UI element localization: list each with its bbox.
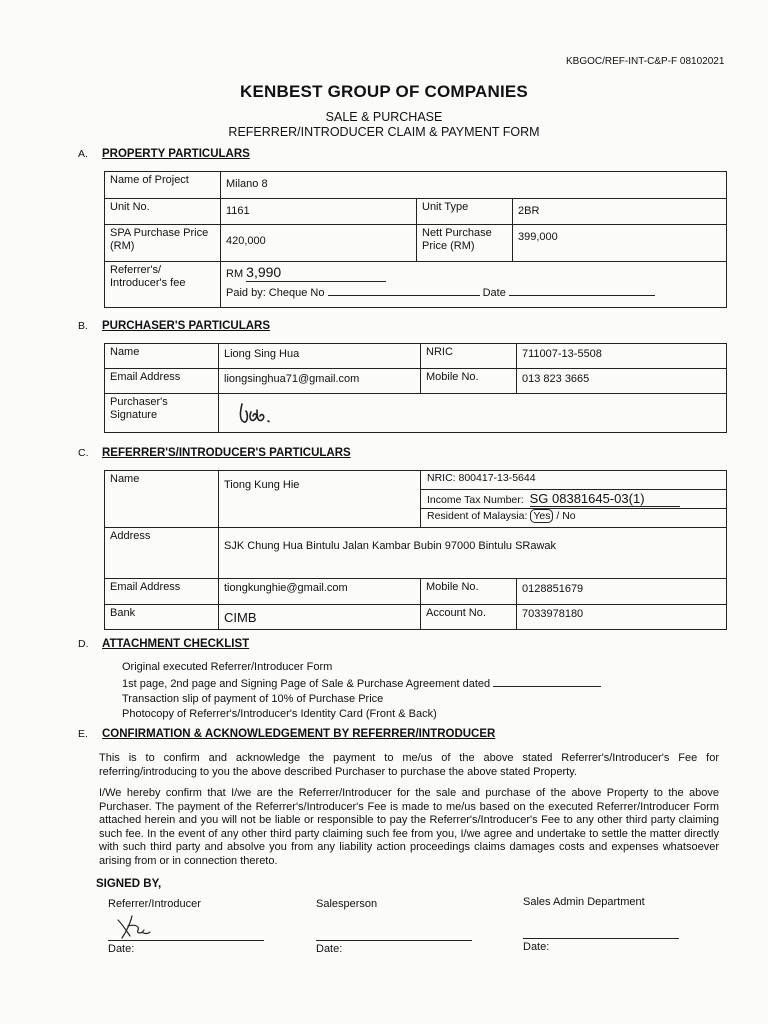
- section-c-letter: C.: [78, 447, 89, 459]
- fee-amount-line: [226, 264, 721, 283]
- section-e-title: CONFIRMATION & ACKNOWLEDGEMENT BY REFERRER/INTRODUCER: [102, 728, 496, 740]
- section-b-heading: [78, 320, 270, 332]
- referrer-sign-block: [108, 898, 266, 955]
- referrer-email-value[interactable]: tiongkunghie@gmail.com: [219, 579, 421, 605]
- admin-date-label: Date:: [523, 941, 550, 953]
- salesperson-sign-line[interactable]: [316, 940, 472, 941]
- account-no-value[interactable]: 7033978180: [517, 605, 727, 630]
- admin-sign-line[interactable]: [523, 938, 679, 939]
- purchaser-name-value[interactable]: Liong Sing Hua: [219, 344, 421, 369]
- referrer-nric[interactable]: NRIC: 800417-13-5644: [421, 471, 726, 490]
- checklist-item[interactable]: Photocopy of Referrer's/Introducer's Identity Card (Front & Back): [122, 708, 437, 720]
- referrer-name-value[interactable]: Tiong Kung Hie: [219, 471, 421, 528]
- unit-no-label: Unit No.: [105, 199, 221, 225]
- referrer-table: [104, 470, 727, 630]
- purchaser-nric-value[interactable]: 711007-13-5508: [517, 344, 727, 369]
- purchaser-email-label: Email Address: [105, 369, 219, 394]
- section-a-title: PROPERTY PARTICULARS: [102, 148, 250, 160]
- purchaser-signature-mark: [224, 396, 284, 430]
- tax-number-value[interactable]: SG 08381645-03(1): [530, 491, 680, 507]
- company-title: KENBEST GROUP OF COMPANIES: [240, 82, 528, 101]
- project-label: Name of Project: [105, 172, 221, 199]
- spa-date-field[interactable]: [493, 675, 601, 687]
- purchaser-mobile-label: Mobile No.: [421, 369, 517, 394]
- fee-amount[interactable]: 3,990: [246, 264, 386, 282]
- purchaser-name-label: Name: [105, 344, 219, 369]
- attachment-checklist: [122, 660, 682, 722]
- checklist-item[interactable]: Transaction slip of payment of 10% of Purchase Price: [122, 693, 384, 705]
- form-subtitle-2: REFERRER/INTRODUCER CLAIM & PAYMENT FORM: [228, 125, 540, 139]
- cheque-no-field[interactable]: [328, 283, 480, 296]
- purchaser-mobile-value[interactable]: 013 823 3665: [517, 369, 727, 394]
- salesperson-sign-label: Salesperson: [316, 898, 378, 910]
- checklist-item[interactable]: Original executed Referrer/Introducer Form: [122, 661, 333, 673]
- unit-no-value[interactable]: 1161: [221, 199, 417, 225]
- account-no-label: Account No.: [421, 605, 517, 630]
- referrer-signature-mark: [112, 910, 162, 940]
- section-b-title: PURCHASER'S PARTICULARS: [102, 320, 271, 332]
- tax-number-label: Income Tax Number:: [427, 494, 524, 506]
- referrer-name-label: Name: [105, 471, 219, 528]
- confirmation-paragraph-1: This is to confirm and acknowledge the payment to me/us of the above stated Referrer's/Introducer's Fee for referring/introducing to you the above described Purchaser to purchase the above stated Property.: [99, 752, 719, 778]
- project-value[interactable]: Milano 8: [221, 172, 727, 199]
- referrer-date-label: Date:: [108, 943, 135, 955]
- section-c-title: REFERRER'S/INTRODUCER'S PARTICULARS: [102, 447, 351, 459]
- paid-by-label: Paid by: Cheque No: [226, 287, 325, 299]
- admin-sign-label: Sales Admin Department: [523, 896, 645, 908]
- purchaser-signature-field[interactable]: [219, 394, 727, 433]
- bank-value[interactable]: CIMB: [219, 605, 421, 630]
- salesperson-date-label: Date:: [316, 943, 343, 955]
- form-subtitle-1: SALE & PURCHASE: [325, 110, 443, 124]
- resident-row: [421, 509, 726, 527]
- salesperson-sign-block: [316, 898, 476, 955]
- referrer-address-label: Address: [105, 528, 219, 579]
- fee-currency: RM: [226, 268, 244, 280]
- admin-sign-block: [523, 896, 683, 953]
- referrer-mobile-label: Mobile No.: [421, 579, 517, 605]
- property-table: [104, 171, 727, 308]
- bank-label: Bank: [105, 605, 219, 630]
- referrer-sign-label: Referrer/Introducer: [108, 898, 201, 910]
- purchaser-email-value[interactable]: liongsinghua71@gmail.com: [219, 369, 421, 394]
- fee-label: Referrer's/ Introducer's fee: [105, 262, 221, 308]
- fee-cell: [221, 262, 727, 308]
- confirmation-paragraph-2: I/We hereby confirm that I/we are the Referrer/Introducer for the sale and purchase of the above Property to the above Purchaser. The payment of the Referrer's/Introducer's Fee is made to me/us based on the executed Referrer/Introducer Form attached herein and you will not be liable or responsible to pay the Referrer's/Introducer's Fee to any other third party claiming such fee. In the event of any other third party claiming such fee from you, I/we agree and undertake to settle the matter directly with such third party and absolve you from any liability action proceedings claims damages costs and expenses whatsoever arising from or in connection thereto.: [99, 787, 719, 867]
- resident-label: Resident of Malaysia:: [427, 510, 528, 522]
- form-code: KBGOC/REF-INT-C&P-F 08102021: [566, 56, 725, 67]
- checklist-item[interactable]: [122, 675, 682, 692]
- payment-date-label: Date: [482, 287, 506, 299]
- section-b-letter: B.: [78, 320, 88, 332]
- unit-type-label: Unit Type: [417, 199, 513, 225]
- payment-line: [226, 283, 721, 302]
- purchaser-table: [104, 343, 727, 433]
- referrer-id-cell: [421, 471, 727, 528]
- section-d-heading: [78, 638, 249, 650]
- tax-number-row: [421, 490, 726, 509]
- purchaser-signature-label: Purchaser's Signature: [105, 394, 219, 433]
- section-d-letter: D.: [78, 638, 89, 650]
- section-a-letter: A.: [78, 148, 88, 160]
- referrer-mobile-value[interactable]: 0128851679: [517, 579, 727, 605]
- unit-type-value[interactable]: 2BR: [513, 199, 727, 225]
- nett-price-label: Nett Purchase Price (RM): [417, 225, 513, 262]
- section-a-heading: [78, 148, 250, 160]
- checklist-item-text: 1st page, 2nd page and Signing Page of Sale & Purchase Agreement dated: [122, 678, 491, 690]
- referrer-email-label: Email Address: [105, 579, 219, 605]
- purchaser-nric-label: NRIC: [421, 344, 517, 369]
- referrer-sign-line[interactable]: [108, 940, 264, 941]
- resident-no-option[interactable]: / No: [556, 510, 576, 522]
- section-d-title: ATTACHMENT CHECKLIST: [102, 638, 250, 650]
- signed-by-title: SIGNED BY,: [96, 878, 162, 890]
- section-e-letter: E.: [78, 728, 88, 740]
- payment-date-field[interactable]: [509, 283, 655, 296]
- nett-price-value[interactable]: 399,000: [513, 225, 727, 262]
- resident-yes-option[interactable]: Yes: [530, 509, 553, 523]
- spa-price-label: SPA Purchase Price (RM): [105, 225, 221, 262]
- section-c-heading: [78, 447, 351, 459]
- section-e-heading: [78, 728, 495, 740]
- spa-price-value[interactable]: 420,000: [221, 225, 417, 262]
- referrer-address-value[interactable]: SJK Chung Hua Bintulu Jalan Kambar Bubin 97000 Bintulu SRawak: [219, 528, 727, 579]
